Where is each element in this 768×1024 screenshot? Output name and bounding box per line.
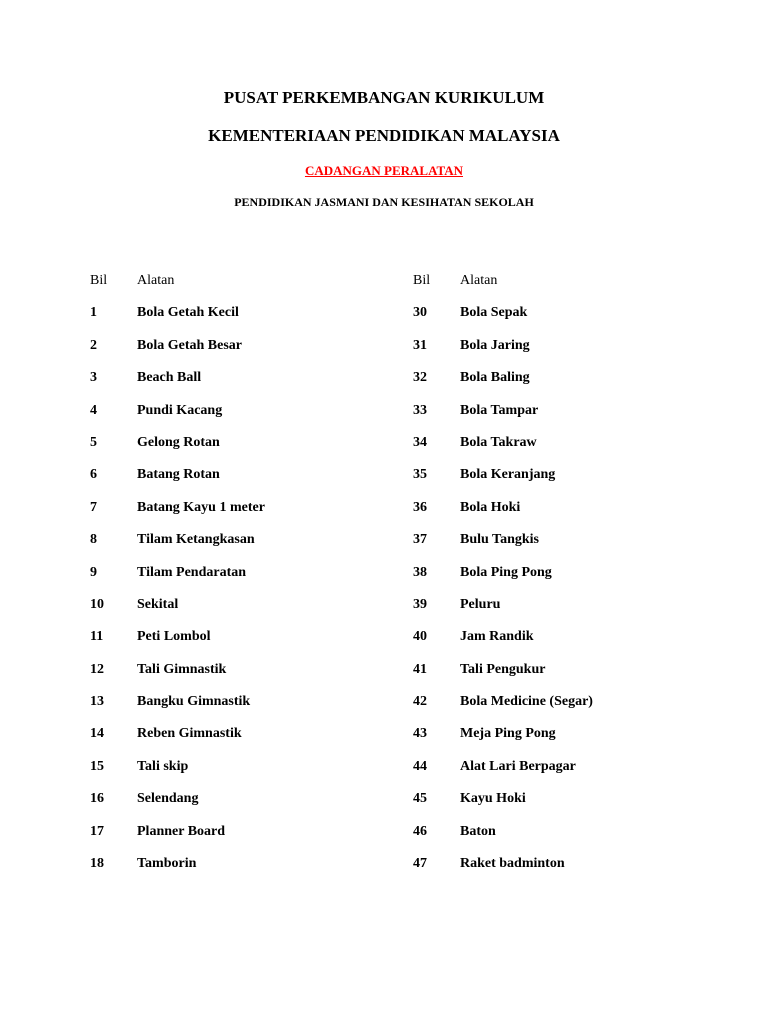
- item-name-left: Gelong Rotan: [137, 434, 220, 450]
- document-subject: CADANGAN PERALATAN: [304, 163, 464, 178]
- item-name-left: Bola Getah Kecil: [137, 305, 239, 321]
- item-number-right: 41: [413, 661, 427, 677]
- item-number-right: 37: [413, 532, 427, 548]
- item-number-left: 11: [90, 629, 104, 645]
- item-number-left: 4: [90, 402, 97, 418]
- item-number-right: 46: [413, 823, 427, 839]
- table-row: [90, 464, 650, 496]
- ministry-title: KEMENTERIAAN PENDIDIKAN MALAYSIA: [208, 126, 560, 145]
- table-body: [90, 302, 650, 885]
- table-row: [90, 367, 650, 399]
- table-row: [90, 562, 650, 594]
- item-name-right: Bola Medicine (Segar): [460, 694, 593, 710]
- table-row: [90, 335, 650, 367]
- item-number-right: 36: [413, 499, 427, 515]
- item-number-right: 42: [413, 694, 427, 710]
- equipment-table: [90, 270, 650, 885]
- item-number-right: 45: [413, 791, 427, 807]
- table-row: [90, 432, 650, 464]
- item-number-right: 35: [413, 467, 427, 483]
- item-name-right: Bola Hoki: [460, 499, 521, 515]
- item-name-right: Bola Takraw: [460, 434, 537, 450]
- table-row: [90, 302, 650, 334]
- item-name-right: Bola Jaring: [460, 337, 530, 353]
- header-bil-left: Bil: [90, 273, 108, 288]
- item-number-right: 47: [413, 856, 427, 872]
- item-name-left: Tilam Pendaratan: [137, 564, 247, 580]
- item-number-left: 16: [90, 791, 104, 807]
- item-number-left: 8: [90, 532, 97, 548]
- item-number-left: 6: [90, 467, 97, 483]
- item-number-right: 40: [413, 629, 427, 645]
- item-number-left: 15: [90, 758, 104, 774]
- item-name-left: Bangku Gimnastik: [137, 694, 251, 710]
- item-number-right: 32: [413, 370, 427, 386]
- item-name-right: Bola Keranjang: [460, 467, 556, 483]
- item-name-right: Bola Sepak: [460, 305, 528, 321]
- item-number-left: 17: [90, 823, 104, 839]
- item-number-right: 30: [413, 305, 427, 321]
- item-number-right: 31: [413, 337, 427, 353]
- table-row: [90, 756, 650, 788]
- item-number-left: 13: [90, 694, 104, 710]
- item-name-left: Beach Ball: [137, 370, 202, 386]
- table-row: [90, 594, 650, 626]
- item-number-left: 18: [90, 856, 104, 872]
- item-number-left: 2: [90, 337, 97, 353]
- item-number-right: 43: [413, 726, 427, 742]
- item-name-left: Batang Rotan: [137, 467, 220, 483]
- item-number-right: 39: [413, 596, 427, 612]
- item-name-left: Sekital: [137, 596, 179, 612]
- item-name-right: Raket badminton: [460, 856, 565, 872]
- table-row: [90, 788, 650, 820]
- table-row: [90, 821, 650, 853]
- item-number-left: 3: [90, 370, 97, 386]
- table-row: [90, 400, 650, 432]
- table-row: [90, 723, 650, 755]
- item-number-left: 7: [90, 499, 97, 515]
- item-name-left: Reben Gimnastik: [137, 726, 242, 742]
- document-subtitle: PENDIDIKAN JASMANI DAN KESIHATAN SEKOLAH: [234, 195, 534, 209]
- header-alatan-right: Alatan: [460, 273, 498, 288]
- header-alatan-left: Alatan: [137, 273, 175, 288]
- item-name-right: Bulu Tangkis: [460, 532, 540, 548]
- item-name-left: Pundi Kacang: [137, 402, 223, 418]
- item-number-right: 33: [413, 402, 427, 418]
- item-name-left: Tali skip: [137, 758, 189, 774]
- item-name-right: Tali Pengukur: [460, 661, 546, 677]
- item-number-left: 1: [90, 305, 97, 321]
- item-number-left: 12: [90, 661, 104, 677]
- item-name-right: Jam Randik: [460, 629, 534, 645]
- item-number-right: 44: [413, 758, 427, 774]
- table-row: [90, 659, 650, 691]
- item-number-left: 9: [90, 564, 97, 580]
- item-name-right: Bola Ping Pong: [460, 564, 552, 580]
- item-name-right: Alat Lari Berpagar: [460, 758, 576, 774]
- item-name-right: Bola Tampar: [460, 402, 539, 418]
- item-name-left: Bola Getah Besar: [137, 337, 242, 353]
- item-name-right: Peluru: [460, 596, 501, 612]
- table-row: [90, 626, 650, 658]
- item-number-left: 10: [90, 596, 104, 612]
- item-name-left: Tali Gimnastik: [137, 661, 227, 677]
- table-row: [90, 691, 650, 723]
- item-name-right: Kayu Hoki: [460, 791, 526, 807]
- item-name-right: Baton: [460, 823, 496, 839]
- item-number-left: 14: [90, 726, 104, 742]
- table-row: [90, 497, 650, 529]
- item-number-right: 34: [413, 434, 427, 450]
- table-row: [90, 529, 650, 561]
- header-bil-right: Bil: [413, 273, 431, 288]
- item-name-left: Selendang: [137, 791, 199, 807]
- item-name-left: Tilam Ketangkasan: [137, 532, 255, 548]
- item-name-left: Tamborin: [137, 856, 197, 872]
- item-name-right: Meja Ping Pong: [460, 726, 556, 742]
- item-name-left: Batang Kayu 1 meter: [137, 499, 265, 515]
- item-number-right: 38: [413, 564, 427, 580]
- item-name-left: Planner Board: [137, 823, 226, 839]
- item-name-left: Peti Lombol: [137, 629, 211, 645]
- item-number-left: 5: [90, 434, 97, 450]
- item-name-right: Bola Baling: [460, 370, 530, 386]
- table-header-row: [90, 270, 650, 302]
- table-row: [90, 853, 650, 885]
- organization-title: PUSAT PERKEMBANGAN KURIKULUM: [223, 88, 545, 107]
